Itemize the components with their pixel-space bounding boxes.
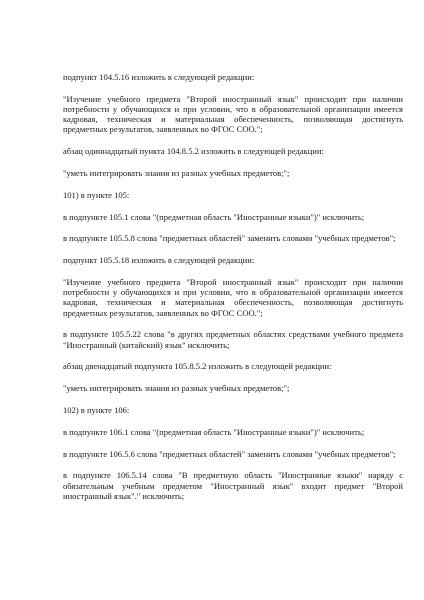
paragraph-7: в подпункте 105.5.8 слова "предметных областей" заменить словами "учебных предметов"; [63,233,396,244]
paragraph-8: подпункт 105.5.18 изложить в следующей редакции: [63,255,255,266]
paragraph-5: 101) в пункте 105: [63,189,130,200]
paragraph-1: подпункт 104.5.16 изложить в следующей редакции: [63,72,255,82]
paragraph-15: в подпункте 106.5.6 слова "предметных областей" заменить словами "учебных предметов"; [63,448,396,459]
paragraph-4: "уметь интегрировать знания из разных учебных предметов;"; [63,168,290,178]
paragraph-10: в подпункте 105.5.22 слова "в других предметных областях средствами учебного предмета "Иностранный (китайский) язык" исключить; [63,329,403,350]
paragraph-9: "Изучение учебного предмета "Второй иностранный язык" происходит при наличии потребности у обучающихся и при условии, что в образовательной организации имеется кадровая, техническая и материальная обеспеченность, позволяющая достигнуть предметных результатов, заявленных во ФГОС СОО."; [63,276,403,318]
paragraph-12: "уметь интегрировать знания из разных учебных предметов;"; [63,383,290,394]
paragraph-6: в подпункте 105.1 слова "(предметная область "Иностранные языки")" исключить; [63,211,365,222]
paragraph-16: в подпункте 106.5.14 слова "В предметную область "Иностранные языки" наряду с обязательным учебным предметом "Иностранный язык" входит предмет "Второй иностранный язык"." исключить; [63,470,403,501]
paragraph-11: абзац двенадцатый подпункта 105.8.5.2 изложить в следующей редакции: [63,361,332,372]
paragraph-3: абзац одиннадцатый пункта 104.8.5.2 изложить в следующей редакции: [63,146,324,157]
paragraph-13: 102) в пункте 106: [63,404,130,415]
paragraph-14: в подпункте 106.1 слова "(предметная область "Иностранные языки")" исключить; [63,426,365,437]
document-body [63,72,403,513]
paragraph-2: "Изучение учебного предмета "Второй иностранный язык" происходит при наличии потребности у обучающихся и при условии, что в образовательной организации имеется кадровая, техническая и материальная обеспеченность, позволяющая достигнуть предметных результатов, заявленных во ФГОС СОО."; [63,93,403,135]
